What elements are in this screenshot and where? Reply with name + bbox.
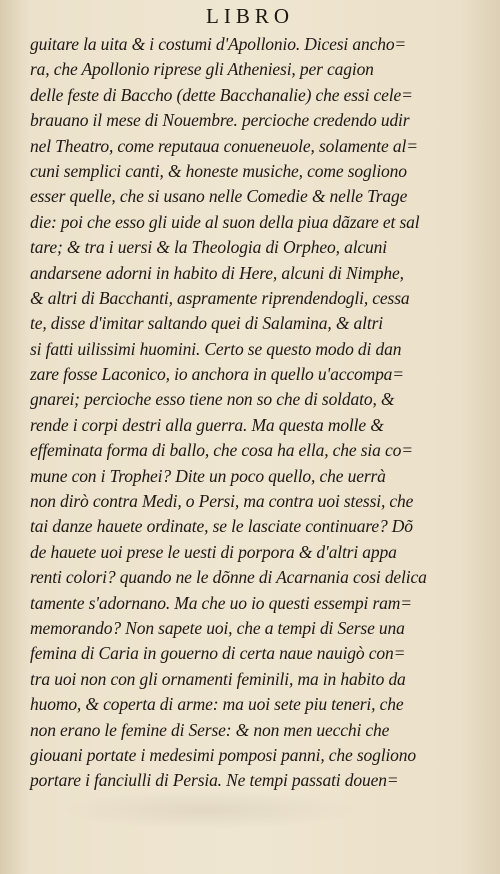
text-line: renti colori? quando ne le dõnne di Acarnania cosi delica (30, 567, 427, 588)
text-line: portare i fanciulli di Persia. Ne tempi passati douen= (30, 770, 399, 791)
text-line: non erano le femine di Serse: & non men uecchi che (30, 719, 390, 740)
text-line: die: poi che esso gli uide al suon della piua dãzare et sal (30, 211, 420, 232)
text-line: brauano il mese di Nouembre. percioche credendo udir (30, 110, 410, 131)
text-line: te, disse d'imitar saltando quei di Salamina, & altri (30, 313, 383, 334)
text-line: nel Theatro, come reputaua conueneuole, solamente al= (30, 135, 418, 156)
text-line: cuni semplici canti, & honeste musiche, come sogliono (30, 160, 407, 181)
text-line: ra, che Apollonio riprese gli Atheniesi, per cagion (30, 59, 374, 80)
text-line: andarsene adorni in habito di Here, alcuni di Nimphe, (30, 262, 404, 283)
text-line: femina di Caria in gouerno di certa naue nauigò con= (30, 643, 406, 664)
running-head: LIBRO (206, 4, 294, 28)
text-line: effeminata forma di ballo, che cosa ha ella, che sia co= (30, 440, 413, 461)
text-line: tamente s'adornano. Ma che uo io questi essempi ram= (30, 592, 412, 613)
text-line: esser quelle, che si usano nelle Comedie & nelle Trage (30, 186, 408, 207)
show-through-stain (60, 790, 360, 830)
text-line: giouani portate i medesimi pomposi panni, che sogliono (30, 744, 417, 765)
text-line: non dirò contra Medi, o Persi, ma contra uoi stessi, che (30, 491, 414, 512)
text-line: huomo, & coperta di arme: ma uoi sete piu teneri, che (30, 694, 404, 715)
text-line: tai danze hauete ordinate, se le lasciate continuare? Dõ (30, 516, 413, 537)
text-line: tra uoi non con gli ornamenti feminili, ma in habito da (30, 668, 406, 689)
body-text (30, 32, 480, 794)
text-line: de hauete uoi prese le uesti di porpora & d'altri appa (30, 541, 397, 562)
text-line: si fatti uilissimi huomini. Certo se questo modo di dan (30, 338, 402, 359)
text-line: & altri di Bacchanti, aspramente riprendendogli, cessa (30, 287, 410, 308)
text-line: delle feste di Baccho (dette Bacchanalie) che essi cele= (30, 84, 413, 105)
text-line: gnarei; percioche esso tiene non so che di soldato, & (30, 389, 395, 410)
text-line: zare fosse Laconico, io anchora in quello u'accompa= (30, 364, 404, 385)
text-line: memorando? Non sapete uoi, che a tempi di Serse una (30, 617, 405, 638)
text-line: rende i corpi destri alla guerra. Ma questa molle & (30, 414, 384, 435)
text-line: mune con i Trophei? Dite un poco quello, che uerrà (30, 465, 386, 486)
text-line: guitare la uita & i costumi d'Apollonio. Dicesi ancho= (30, 34, 407, 54)
text-line: tare; & tra i uersi & la Theologia di Orpheo, alcuni (30, 237, 387, 258)
